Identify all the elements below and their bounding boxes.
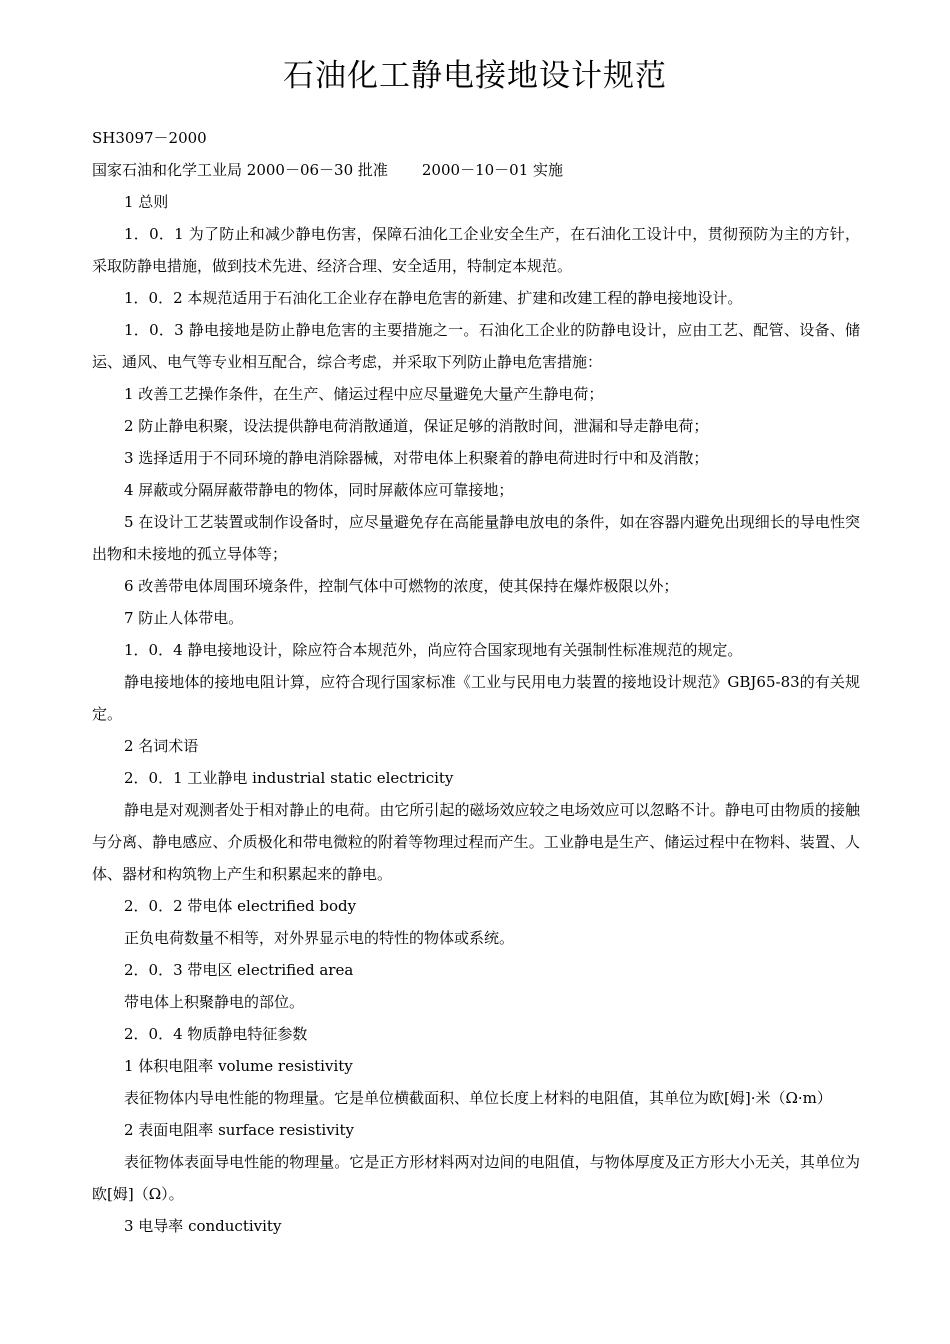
body-paragraph: 带电体上积聚静电的部位。: [124, 993, 305, 1011]
body-paragraph: 2．0．1 工业静电 industrial static electricity: [124, 769, 454, 787]
paragraph-list: [92, 186, 860, 1242]
body-paragraph: 正负电荷数量不相等，对外界显示电的特性的物体或系统。: [124, 929, 515, 947]
body-paragraph: 7 防止人体带电。: [124, 609, 244, 627]
body-paragraph: 1．0．2 本规范适用于石油化工企业存在静电危害的新建、扩建和改建工程的静电接地设计。: [124, 289, 743, 307]
body-paragraph: 1．0．4 静电接地设计，除应符合本规范外，尚应符合国家现地有关强制性标准规范的规定。: [124, 641, 743, 659]
body-paragraph: 3 电导率 conductivity: [124, 1217, 282, 1235]
body-paragraph: 2．0．4 物质静电特征参数: [124, 1025, 308, 1043]
body-paragraph: 5 在设计工艺装置或制作设备时，应尽量避免存在高能量静电放电的条件，如在容器内避免出现细长的导电性突出物和未接地的孤立导体等；: [92, 513, 860, 563]
implementation-date: 2000－10－01 实施: [421, 161, 564, 179]
body-paragraph: 1 改善工艺操作条件，在生产、储运过程中应尽量避免大量产生静电荷；: [124, 385, 604, 403]
body-paragraph: 2 防止静电积聚，设法提供静电荷消散通道，保证足够的消散时间，泄漏和导走静电荷；: [124, 417, 709, 435]
body-paragraph: 4 屏蔽或分隔屏蔽带静电的物体，同时屏蔽体应可靠接地；: [124, 481, 514, 499]
body-paragraph: 1．0．3 静电接地是防止静电危害的主要措施之一。石油化工企业的防静电设计，应由工艺、配管、设备、储运、通风、电气等专业相互配合，综合考虑，并采取下列防止静电危害措施：: [92, 321, 860, 371]
body-paragraph: 6 改善带电体周围环境条件，控制气体中可燃物的浓度，使其保持在爆炸极限以外；: [124, 577, 679, 595]
body-paragraph: 静电接地体的接地电阻计算，应符合现行国家标准《工业与民用电力装置的接地设计规范》GBJ65-83的有关规定。: [92, 673, 860, 723]
body-paragraph: 表征物体内导电性能的物理量。它是单位横截面积、单位长度上材料的电阻值，其单位为欧[姆]·米（Ω·m）: [124, 1089, 832, 1107]
body-paragraph: 2 名词术语: [124, 737, 199, 755]
body-paragraph: 1 体积电阻率 volume resistivity: [124, 1057, 353, 1075]
body-paragraph: 3 选择适用于不同环境的静电消除器械，对带电体上积聚着的静电荷进时行中和及消散；: [124, 449, 709, 467]
document-title: 石油化工静电接地设计规范: [283, 58, 667, 94]
standard-code: SH3097－2000: [92, 129, 207, 147]
body-paragraph: 1 总则: [124, 193, 169, 211]
body-paragraph: 1．0．1 为了防止和减少静电伤害，保障石油化工企业安全生产，在石油化工设计中，贯彻预防为主的方针，采取防静电措施，做到技术先进、经济合理、安全适用，特制定本规范。: [92, 225, 860, 275]
document-body: [92, 122, 860, 1242]
approval-line: [92, 154, 860, 186]
approval-text: 国家石油和化学工业局 2000－06－30 批准: [92, 161, 388, 179]
body-paragraph: 2．0．2 带电体 electrified body: [124, 897, 357, 915]
body-paragraph: 2 表面电阻率 surface resistivity: [124, 1121, 354, 1139]
body-paragraph: 静电是对观测者处于相对静止的电荷。由它所引起的磁场效应较之电场效应可以忽略不计。静电可由物质的接触与分离、静电感应、介质极化和带电微粒的附着等物理过程而产生。工业静电是生产、储运过程中在物料、装置、人体、器材和构筑物上产生和积累起来的静电。: [92, 801, 860, 883]
body-paragraph: 2．0．3 带电区 electrified area: [124, 961, 354, 979]
body-paragraph: 表征物体表面导电性能的物理量。它是正方形材料两对边间的电阻值，与物体厚度及正方形大小无关，其单位为欧[姆]（Ω）。: [92, 1153, 860, 1203]
